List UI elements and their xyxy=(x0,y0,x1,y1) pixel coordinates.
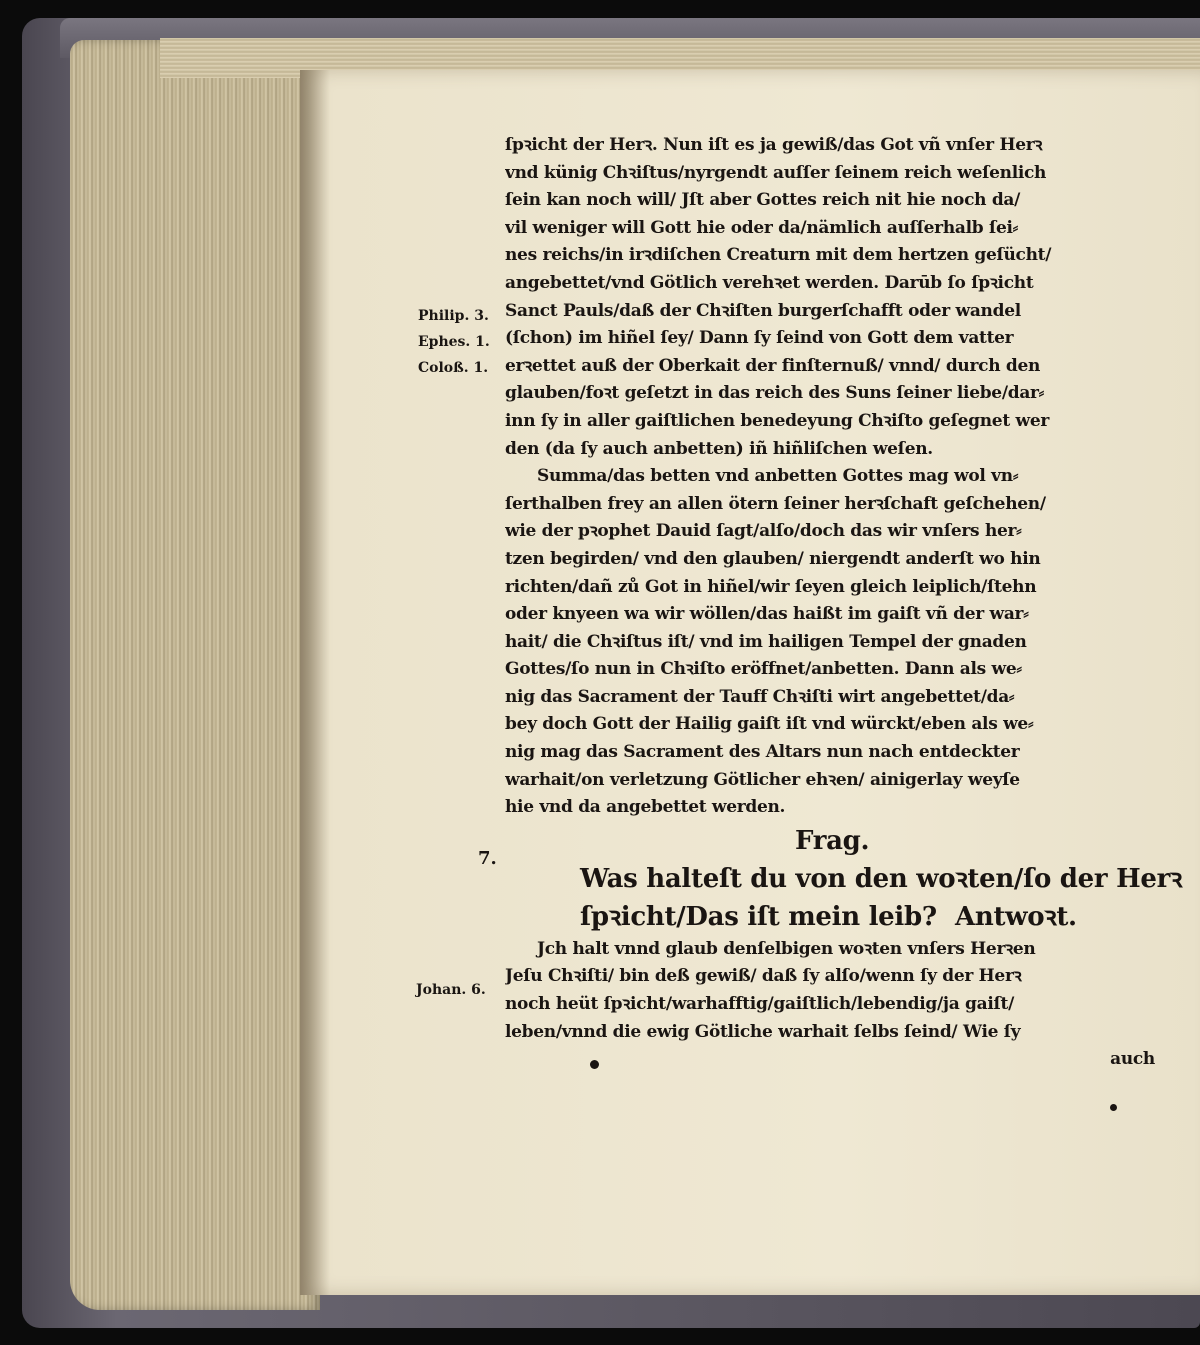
question-line: ſpꝛicht/Das iſt mein leib? xyxy=(580,901,937,932)
text-line: noch heüt ſpꝛicht/warhafftig/gaiſtlich/lebendig/ja gaiſt/ xyxy=(505,994,1014,1015)
text-line: wie der pꝛophet Dauid ſagt/alſo/doch das wir vnſers her⸗ xyxy=(505,521,1022,542)
text-line: vnd künig Chꝛiſtus/nyrgendt auſſer ſeinem reich weſenlich xyxy=(505,162,1047,183)
text-line: ſpꝛicht der Herꝛ. Nun iſt es ja gewiß/das Got vñ vnſer Herꝛ xyxy=(505,135,1043,155)
margin-ref-ephesians: Ephes. 1. xyxy=(418,334,490,350)
text-line: den (da ſy auch anbetten) iñ hiñliſchen weſen. xyxy=(505,438,933,459)
text-line: Sanct Pauls/daß der Chꝛiſten burgerſchafft oder wandel xyxy=(505,300,1021,321)
text-line: inn ſy in aller gaiſtlichen benedeyung Chꝛiſto geſegnet wer xyxy=(505,410,1049,431)
margin-ref-john: Johan. 6. xyxy=(416,982,486,998)
margin-ref-colossians: Coloß. 1. xyxy=(418,360,489,376)
text-line: Jeſu Chꝛiſti/ bin deß gewiß/ daß ſy alſo/wenn ſy der Herꝛ xyxy=(505,966,1022,987)
text-line: ſein kan noch will/ Jſt aber Gottes reich nit hie noch da/ xyxy=(505,190,1021,211)
text-line: bey doch Gott der Hailig gaiſt iſt vnd würckt/eben als we⸗ xyxy=(505,714,1034,735)
ink-spot xyxy=(590,1060,599,1069)
text-line: Gottes/ſo nun in Chꝛiſto eröffnet/anbetten. Dann als we⸗ xyxy=(505,659,1022,680)
text-line: Summa/das betten vnd anbetten Gottes mag wol vn⸗ xyxy=(537,466,1019,487)
question-line-2 xyxy=(505,898,1155,936)
page-edges xyxy=(70,40,320,1310)
text-line: hait/ die Chꝛiſtus iſt/ vnd im hailigen Tempel der gnaden xyxy=(505,631,1027,652)
text-line: nes reichs/in irꝛdiſchen Creaturn mit dem hertzen geſücht/ xyxy=(505,245,1052,266)
text-line: glauben/foꝛt geſetzt in das reich des Suns ſeiner liebe/dar⸗ xyxy=(505,383,1045,404)
ink-spot xyxy=(1110,1104,1117,1111)
text-line: Jch halt vnnd glaub denſelbigen woꝛten vnſers Herꝛen xyxy=(537,938,1036,959)
text-line: warhait/on verletzung Götlicher ehꝛen/ ainigerlay weyſe xyxy=(505,769,1020,790)
text-line: richten/dañ zů Got in hiñel/wir ſeyen gleich leiplich/ſtehn xyxy=(505,576,1037,597)
page-text xyxy=(505,132,1182,1074)
text-line: tzen begirden/ vnd den glauben/ niergendt anderſt wo hin xyxy=(505,548,1041,569)
text-line: vil weniger will Gott hie oder da/nämlich auſſerhalb ſei⸗ xyxy=(505,217,1019,238)
question-line: Was halteſt du von den woꝛten/ſo der Herꝛ xyxy=(580,863,1182,894)
text-line: erꝛettet auß der Oberkait der finſternuß/ vnnd/ durch den xyxy=(505,355,1041,376)
paragraph-3 xyxy=(505,936,1155,1074)
paragraph-2 xyxy=(505,463,1155,822)
text-line: nig mag das Sacrament des Altars nun nach entdeckter xyxy=(505,742,1020,763)
text-line: nig das Sacrament der Tauff Chꝛiſti wirt angebettet/da⸗ xyxy=(505,686,1015,707)
answer-label: Antwoꝛt. xyxy=(955,901,1077,932)
gutter-shadow xyxy=(300,70,330,1295)
text-line: leben/vnnd die ewig Götliche warhait ſelbs ſeind/ Wie ſy xyxy=(505,1021,1021,1042)
text-line: angebettet/vnd Götlich verehꝛet werden. Darūb ſo ſpꝛicht xyxy=(505,272,1034,293)
section-heading: Frag. xyxy=(795,825,870,856)
text-line: hie vnd da angebettet werden. xyxy=(505,797,786,818)
text-line: (ſchon) im hiñel ſey/ Dann ſy ſeind von Gott dem vatter xyxy=(505,328,1014,349)
catchword: auch xyxy=(1110,1049,1155,1070)
text-line: ſerthalben frey an allen ötern ſeiner herꝛſchaft geſchehen/ xyxy=(505,493,1046,514)
text-line: oder knyeen wa wir wöllen/das haißt im gaiſt vñ der war⸗ xyxy=(505,604,1029,625)
margin-ref-philippians: Philip. 3. xyxy=(418,308,489,324)
margin-question-number: 7. xyxy=(478,848,497,869)
paragraph-1 xyxy=(505,132,1155,463)
